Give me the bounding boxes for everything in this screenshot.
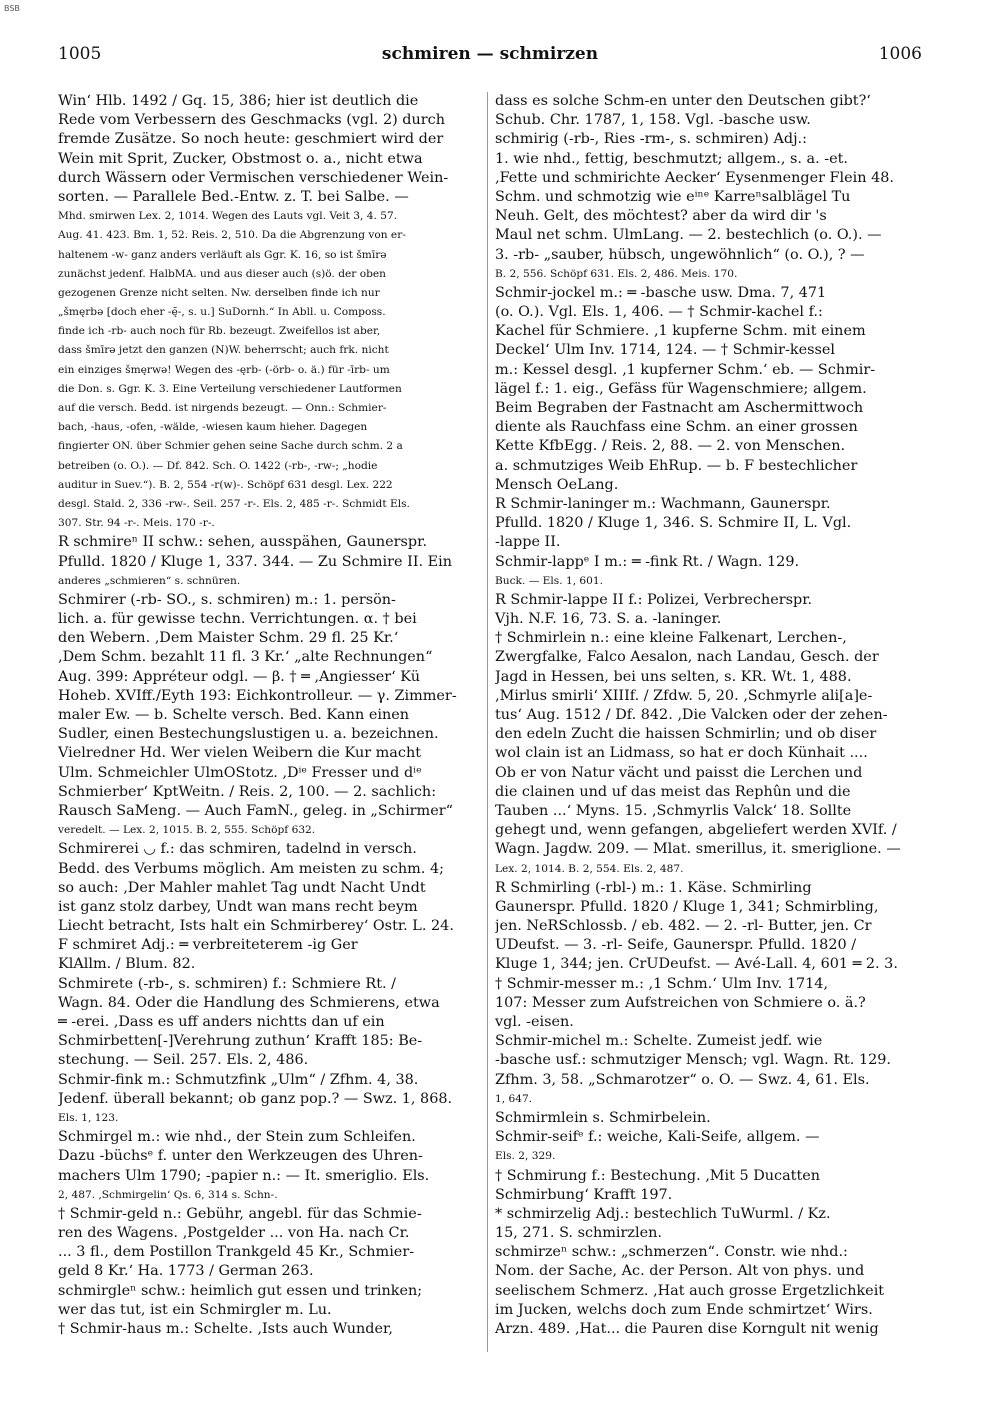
text-line: Ulm. Schmeichler UlmOStotz. ‚Dⁱᵉ Fresser und dⁱᵉ (58, 764, 422, 781)
text-line: seelischem Schmerz. ‚Hat auch grosse Ergetzlichkeit (495, 1282, 885, 1299)
text-line: a. schmutziges Weib EhRup. — b. F bestechlicher (495, 457, 858, 474)
text-line: Jedenf. überall bekannt; ob ganz pop.? — Swz. 1, 868. (58, 1090, 453, 1107)
text-line: zunächst jedenf. HalbMA. und aus dieser auch (s)ö. der oben (58, 267, 386, 280)
text-line: 1, 647. (495, 1092, 533, 1105)
text-line: † Schmirung f.: Bestechung. ‚Mit 5 Ducatten (495, 1167, 821, 1184)
text-line: Bedd. des Verbums möglich. Am meisten zu schm. 4; (58, 860, 444, 877)
text-line: ist ganz stolz darbey, Undt wan mans recht beym (58, 898, 418, 915)
text-line: Schmirbetten[-]Verehrung zuthun‘ Krafft 185: Be- (58, 1033, 423, 1050)
text-line: Aug. 41. 423. Bm. 1, 52. Reis. 2, 510. Da die Abgrenzung von er- (58, 229, 406, 242)
text-line: schmirig (-rb-, Ries -rm-, s. schmiren) Adj.: (495, 131, 807, 148)
text-line: bach, -haus, -ofen, -wälde, -wiesen kaum hieher. Dagegen (58, 421, 368, 434)
text-line: wer das tut, ist ein Schmirgler m. Lu. (58, 1301, 332, 1318)
text-line: schmirgleⁿ schw.: heimlich gut essen und trinken; (58, 1282, 423, 1299)
text-line: stechung. — Seil. 257. Els. 2, 486. (58, 1052, 309, 1069)
text-line: Schmirer (-rb- SO., s. schmiren) m.: 1. persön- (58, 591, 396, 608)
text-line: Vielredner Hd. Wer vielen Weibern die Kur macht (58, 745, 421, 762)
text-line: Jagd in Hessen, bei uns selten, s. KR. Wt. 1, 488. (495, 668, 852, 685)
text-line: geld 8 Kr.‘ Ha. 1773 / German 263. (58, 1263, 314, 1280)
text-line: (o. O.). Vgl. Els. 1, 406. — † Schmir-kachel f.: (495, 304, 823, 321)
text-line: im Jucken, welchs doch zum Ende schmirtzet‘ Wirs. (495, 1301, 873, 1318)
text-line: Els. 1, 123. (58, 1111, 119, 1124)
text-line: anderes „schmieren“ s. schnüren. (58, 574, 241, 587)
text-line: Nom. der Sache, Ac. der Person. Alt von phys. und (495, 1263, 865, 1280)
text-line: dass šmīrə jetzt den ganzen (N)W. beherrscht; auch frk. nicht (58, 344, 389, 357)
text-line: Kachel für Schmiere. ‚1 kupferne Schm. mit einem (495, 323, 866, 340)
text-line: tus‘ Aug. 1512 / Df. 842. ‚Die Valcken oder der zehen- (495, 707, 888, 723)
text-line: betreiben (o. O.). — Df. 842. Sch. O. 1422 (-rb-, -rw-; „hodie (58, 459, 378, 472)
page-header (58, 44, 922, 74)
text-line: Mhd. smirwen Lex. 2, 1014. Wegen des Lauts vgl. Veit 3, 4. 57. (58, 210, 398, 223)
text-line: gehegt und, wenn gefangen, abgeliefert werden XVIf. / (495, 822, 897, 839)
text-line: Tauben ...‘ Myns. 15. ‚Schmyrlis Valck‘ 18. Sollte (495, 802, 852, 819)
text-line: die Don. s. Ggr. K. 3. Eine Verteilung verschiedener Lautformen (58, 382, 402, 395)
text-line: Schmir-fink m.: Schmutzfink „Ulm“ / Zfhm. 4, 38. (58, 1071, 419, 1088)
text-line: Zwergfalke, Falco Aesalon, nach Landau, Gesch. der (495, 649, 879, 666)
text-line: Vjh. N.F. 16, 73. S. a. -laninger. (495, 611, 722, 628)
text-line: 1. wie nhd., fettig, beschmutzt; allgem., s. a. -et. (495, 150, 848, 167)
text-line: Schmirbung‘ Krafft 197. (495, 1186, 673, 1203)
text-line: machers Ulm 1790; -papier n.: — It. smeriglio. Els. (58, 1167, 430, 1184)
text-line: Schmir-seifᵉ f.: weiche, Kali-Seife, allgem. — (495, 1129, 820, 1146)
text-line: Schmir-michel m.: Schelte. Zumeist jedf. wie (495, 1033, 823, 1050)
text-line: R schmireⁿ II schw.: sehen, ausspähen, Gaunerspr. (58, 534, 428, 551)
running-title: schmiren — schmirzen (381, 44, 599, 64)
text-line: -lappe II. (495, 534, 561, 551)
text-line: Schmierber‘ KptWeitn. / Reis. 2, 100. — 2. sachlich: (58, 783, 437, 800)
text-line: Wein mit Sprit, Zucker, Obstmost o. a., nicht etwa (58, 150, 423, 167)
text-line: 3. -rb- „sauber, hübsch, ungewöhnlich“ (o. O.), ? — (495, 246, 865, 263)
text-line: Hoheb. XVIff./Eyth 193: Eichkontrolleur. — γ. Zimmer- (58, 687, 457, 704)
text-line: den Webern. ‚Dem Maister Schm. 29 fl. 25 Kr.‘ (58, 630, 399, 647)
library-stamp: BSB (4, 4, 20, 13)
text-line: † Schmirlein n.: eine kleine Falkenart, Lerchen-, (495, 630, 847, 647)
right-column (495, 92, 930, 1339)
text-line: lich. a. für gewisse techn. Verrichtungen. α. † bei (58, 611, 417, 628)
column-divider (487, 92, 488, 1352)
text-line: desgl. Stald. 2, 336 -rw-. Seil. 257 -r-. Els. 2, 485 -r-. Schmidt Els. (58, 497, 410, 510)
text-line: ren des Wagens. ‚Postgelder ... von Ha. nach Cr. (58, 1225, 410, 1242)
text-line: 2, 487. ‚Schmirgelin‘ Qs. 6, 314 s. Schn-. (58, 1188, 278, 1201)
text-line: Buck. — Els. 1, 601. (495, 574, 604, 587)
text-line: ‚Dem Schm. bezahlt 11 fl. 3 Kr.‘ „alte Rechnungen“ (58, 649, 433, 666)
text-line: durch Wässern oder Vermischen verschiedener Wein- (58, 169, 449, 186)
text-line: den edeln Zucht die haissen Schmirlin; und ob diser (495, 726, 877, 743)
text-line: Schm. und schmotzig wie eⁱⁿᵉ Karreⁿsalblägel Tu (495, 188, 851, 205)
text-line: KlAllm. / Blum. 82. (58, 956, 196, 973)
text-line: auf die versch. Bedd. ist nirgends bezeugt. — Onn.: Schmier- (58, 402, 387, 414)
text-line: dass es solche Schm-en unter den Deutschen gibt?‘ (495, 93, 871, 109)
text-line: 15, 271. S. schmirzlen. (495, 1225, 662, 1242)
text-line: † Schmir-messer m.: ‚1 Schm.‘ Ulm Inv. 1714, (495, 975, 829, 992)
text-line: fremde Zusätze. So noch heute: geschmiert wird der (58, 131, 444, 148)
text-line: auditur in Suev.“). B. 2, 554 -r(w)-. Schöpf 631 desgl. Lex. 222 (58, 478, 393, 491)
text-line: Pfulld. 1820 / Kluge 1, 337. 344. — Zu Schmire II. Ein (58, 553, 453, 570)
text-line: Win‘ Hlb. 1492 / Gq. 15, 386; hier ist deutlich die (58, 93, 419, 109)
text-line: Aug. 399: Appréteur odgl. — β. † ═ ‚Angiesser‘ Kü (58, 668, 421, 685)
text-line: 107: Messer zum Aufstreichen von Schmiere o. ä.? (495, 994, 866, 1011)
text-line: Rausch SaMeng. — Auch FamN., geleg. in „Schirmer“ (58, 802, 453, 819)
text-line: gezogenen Grenze nicht selten. Nw. derselben finde ich nur (58, 286, 380, 299)
text-line: fingierter ON. über Schmier gehen seine Sache durch schm. 2 a (58, 440, 403, 453)
text-line: Schmir-lappᵉ I m.: ═ -fink Rt. / Wagn. 129. (495, 553, 800, 570)
text-line: Schmirgel m.: wie nhd., der Stein zum Schleifen. (58, 1129, 416, 1146)
text-line: Wagn. Jagdw. 209. — Mlat. smerillus, it. smeriglione. — (495, 841, 901, 858)
text-line: sorten. — Parallele Bed.-Entw. z. T. bei Salbe. — (58, 188, 409, 205)
text-line: Gaunerspr. Pfulld. 1820 / Kluge 1, 341; Schmirbling, (495, 898, 879, 915)
text-line: Maul net schm. UlmLang. — 2. bestechlich (o. O.). — (495, 227, 882, 244)
text-line: UDeufst. — 3. -rl- Seife, Gaunerspr. Pfulld. 1820 / (495, 937, 857, 954)
text-line: ... 3 fl., dem Postillon Trankgeld 45 Kr., Schmier- (58, 1244, 415, 1261)
text-line: † Schmir-geld n.: Gebühr, angebl. für das Schmie- (58, 1205, 422, 1222)
text-line: Pfulld. 1820 / Kluge 1, 346. S. Schmire II, L. Vgl. (495, 515, 852, 532)
text-line: R Schmir-lappe II f.: Polizei, Verbrecherspr. (495, 591, 813, 608)
text-line: Mensch OeLang. (495, 476, 619, 493)
text-line: Kette KfbEgg. / Reis. 2, 88. — 2. von Menschen. (495, 438, 846, 455)
text-line: Schub. Chr. 1787, 1, 158. Vgl. -basche usw. (495, 112, 811, 129)
text-line: Rede vom Verbessern des Geschmacks (vgl. 2) durch (58, 112, 445, 129)
text-line: Kluge 1, 344; jen. CrUDeufst. — Avé-Lall. 4, 601 ═ 2. 3. (495, 956, 898, 973)
page-number-right: 1006 (878, 44, 922, 64)
text-line: ‚Fette und schmirichte Aecker‘ Eysenmenger Flein 48. (495, 169, 894, 186)
text-line: Els. 2, 329. (495, 1150, 556, 1163)
text-line: haltenem -w- ganz anders verläuft als Ggr. K. 16, so ist šmīrə (58, 248, 387, 261)
text-line: veredelt. — Lex. 2, 1015. B. 2, 555. Schöpf 632. (58, 824, 316, 837)
text-line: 307. Str. 94 -r-. Meis. 170 -r-. (58, 517, 215, 530)
text-line: R Schmirling (-rbl-) m.: 1. Käse. Schmirling (495, 879, 812, 896)
text-line: Liecht betracht, Ists halt ein Schmirberey‘ Ostr. L. 24. (58, 918, 454, 935)
text-line: -basche usf.: schmutziger Mensch; vgl. Wagn. Rt. 129. (495, 1052, 892, 1069)
text-line: so auch: ‚Der Mahler mahlet Tag undt Nacht Undt (58, 879, 426, 896)
text-line: Lex. 2, 1014. B. 2, 554. Els. 2, 487. (495, 862, 684, 875)
text-line: Schmirmlein s. Schmirbelein. (495, 1109, 711, 1126)
text-line: diente als Rauchfass eine Schm. an einer grossen (495, 419, 858, 436)
text-line: Deckel‘ Ulm Inv. 1714, 124. — † Schmir-kessel (495, 342, 835, 359)
text-line: maler Ew. — b. Schelte versch. Bed. Kann einen (58, 707, 410, 723)
text-line: F schmiret Adj.: ═ verbreiteterem -ig Ger (58, 937, 358, 954)
text-line: Schmirete (-rb-, s. schmiren) f.: Schmiere Rt. / (58, 975, 396, 992)
text-line: Zfhm. 3, 58. „Schmarotzer“ o. O. — Swz. 4, 61. Els. (495, 1071, 870, 1088)
text-line: Schmir-jockel m.: ═ -basche usw. Dma. 7, 471 (495, 284, 827, 301)
text-line: Sudler, einen Bestechungslustigen u. a. bezeichnen. (58, 726, 439, 743)
text-line: R Schmir-laninger m.: Wachmann, Gaunerspr. (495, 495, 831, 512)
text-line: † Schmir-haus m.: Schelte. ‚Ists auch Wunder, (58, 1321, 393, 1337)
text-line: m.: Kessel desgl. ‚1 kupferner Schm.‘ eb. — Schmir- (495, 361, 876, 378)
text-line: finde ich -rb- auch noch für Rb. bezeugt. Zweifellos ist aber, (58, 325, 381, 338)
text-line: Neuh. Gelt, des möchtest? aber da wird dir 's (495, 208, 827, 225)
text-line: die clainen und uf das meist das Rephûn und die (495, 783, 851, 800)
left-column (58, 92, 493, 1339)
text-line: Schmirerei ◡ f.: das schmiren, tadelnd in versch. (58, 841, 417, 858)
text-line: ‚Mirlus smirli‘ XIIIf. / Zfdw. 5, 20. ‚Schmyrle ali[a]e- (495, 687, 873, 704)
text-line: B. 2, 556. Schöpf 631. Els. 2, 486. Meis. 170. (495, 267, 738, 280)
text-line: Wagn. 84. Oder die Handlung des Schmierens, etwa (58, 994, 440, 1011)
text-line: jen. NeRSchlossb. / eb. 482. — 2. -rl- Butter, jen. Cr (495, 918, 872, 935)
text-line: Arzn. 489. ‚Hat... die Pauren dise Korngult nit wenig (495, 1321, 879, 1337)
text-line: wol clain ist an Lidmass, so hat er doch Künhait .... (495, 745, 868, 762)
text-line: Dazu -büchsᵉ f. unter den Werkzeugen des Uhren- (58, 1148, 423, 1165)
text-line: vgl. -eisen. (495, 1014, 574, 1030)
text-line: ein einziges šmęrwə! Wegen des -ęrb- (-örb- o. ä.) für -īrb- um (58, 363, 390, 376)
text-line: „šmęrbə [doch eher -ę̄-, s. u.] SuDornh.“ In Abll. u. Composs. (58, 306, 386, 319)
text-line: schmirzeⁿ schw.: „schmerzen“. Constr. wie nhd.: (495, 1244, 848, 1261)
page-number-left: 1005 (58, 44, 102, 64)
text-line: lägel f.: 1. eig., Gefäss für Wagenschmiere; allgem. (495, 380, 867, 397)
text-line: Ob er von Natur vächt und paisst die Lerchen und (495, 764, 863, 781)
text-line: ═ -erei. ‚Dass es uff anders nichtts dan uf ein (58, 1014, 385, 1030)
text-line: * schmirzelig Adj.: bestechlich TuWurml. / Kz. (495, 1205, 831, 1222)
text-line: Beim Begraben der Fastnacht am Aschermittwoch (495, 400, 864, 416)
